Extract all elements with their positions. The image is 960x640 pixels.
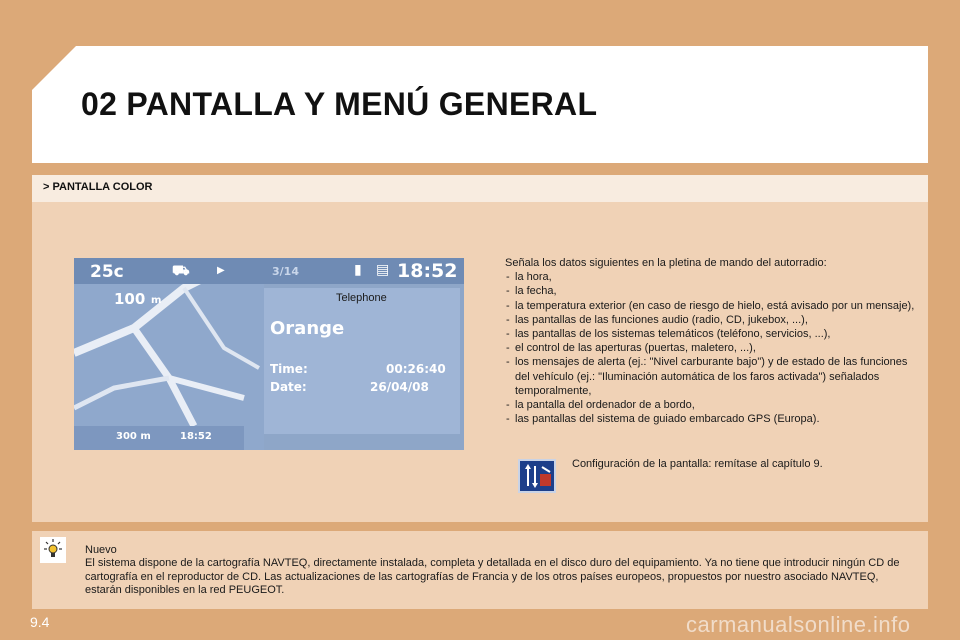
- settings-sliders-icon: [518, 459, 556, 493]
- time-label: Time:: [270, 362, 308, 376]
- track-counter: 3/14: [272, 265, 299, 278]
- list-item: - los mensajes de alerta (ej.: "Nivel carburante bajo") y de estado de las funciones del vehículo (ej.: "Iluminación automática de los faros activada") señalados temporalmente,: [505, 355, 925, 398]
- list-item: - el control de las aperturas (puertas, maletero, ...),: [505, 341, 925, 355]
- telephone-info-panel: [264, 288, 460, 434]
- list-item: - la pantalla del ordenador de a bordo,: [505, 398, 925, 412]
- list-item: - la hora,: [505, 270, 925, 284]
- page-title: 02 PANTALLA Y MENÚ GENERAL: [81, 86, 598, 122]
- play-icon: ▶: [217, 265, 225, 276]
- distance-value: 100: [114, 290, 146, 308]
- distance-unit: m: [151, 295, 162, 306]
- watermark: carmanualsonline.info: [686, 612, 911, 637]
- list-item: - las pantallas del sistema de guiado embarcado GPS (Europa).: [505, 412, 925, 426]
- section-bar: [32, 175, 928, 202]
- date-label: Date:: [270, 380, 307, 394]
- bottom-distance: 300 m: [116, 431, 151, 442]
- car-icon: ⛟: [172, 263, 190, 279]
- list-item: - la fecha,: [505, 284, 925, 298]
- time-value: 00:26:40: [386, 362, 446, 376]
- telephone-panel-title: Telephone: [336, 292, 387, 304]
- page-number: 9.4: [30, 614, 50, 630]
- description-intro: Señala los datos siguientes en la pletina de mando del autorradio:: [505, 257, 827, 269]
- color-display-screen: [74, 258, 464, 450]
- note-body: El sistema dispone de la cartografía NAVTEQ, directamente instalada, completa y detallada en el disco duro del equipamiento. Ya no tiene que introducir ningún CD de cartografía en el reproductor de CD. Las actualizaciones de las cartografías de Francia y de los otros países europeos, propuestos por nuestro asociado NAVTEQ, estarán disponibles en la red PEUGEOT.: [85, 557, 900, 597]
- list-item: - las pantallas de los sistemas telemáticos (teléfono, servicios, ...),: [505, 327, 925, 341]
- lightbulb-icon: [40, 537, 66, 563]
- network-name: Orange: [270, 318, 345, 339]
- bottom-time: 18:52: [180, 431, 212, 442]
- section-label: > PANTALLA COLOR: [43, 181, 153, 193]
- note-title: Nuevo: [85, 544, 117, 556]
- temperature-value: 25c: [90, 262, 124, 282]
- list-item: - la temperatura exterior (en caso de riesgo de hielo, está avisado por un mensaje),: [505, 299, 925, 313]
- config-text: Configuración de la pantalla: remítase al capítulo 9.: [572, 458, 823, 470]
- screen-bottom-bar: [74, 426, 244, 450]
- description-list: [505, 270, 925, 426]
- signal-icon: ▮: [354, 262, 362, 278]
- date-value: 26/04/08: [370, 380, 429, 394]
- clock-value: 18:52: [397, 260, 458, 282]
- list-item: - las pantallas de las funciones audio (radio, CD, jukebox, ...),: [505, 313, 925, 327]
- status-icon: ▤: [376, 262, 390, 278]
- description-block: [505, 256, 925, 426]
